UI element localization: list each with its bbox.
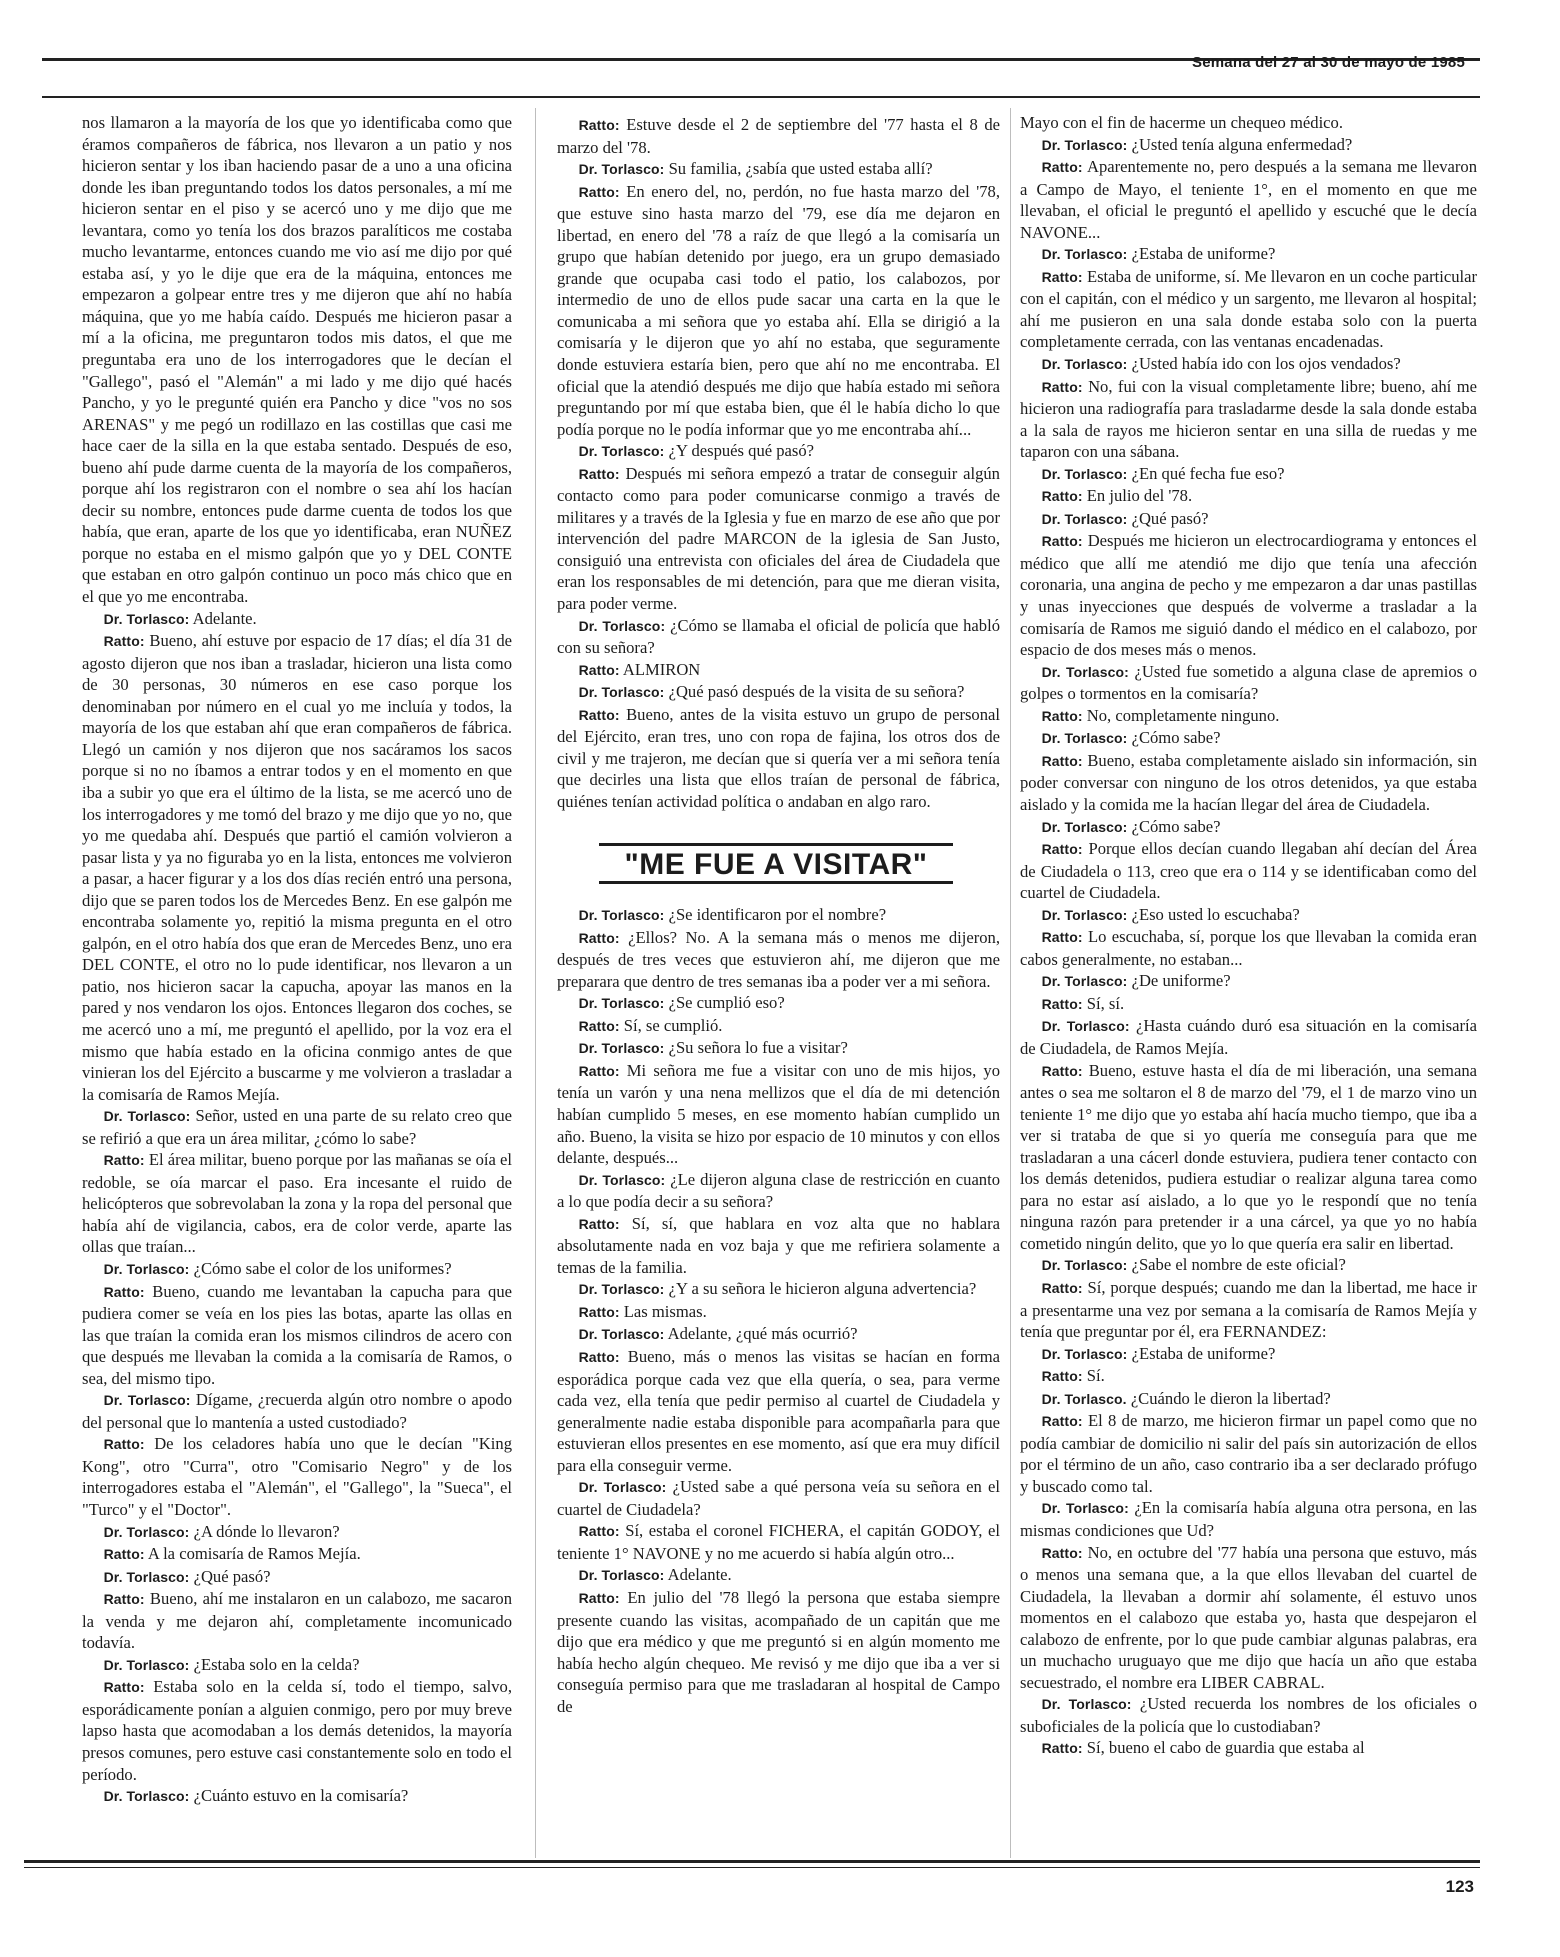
dialogue-paragraph: [1020, 1410, 1477, 1497]
paragraph-text: Mi señora me fue a visitar con uno de mis hijos, yo tenía un varón y una nena mellizos que el día de mi detención habían cumplido 5 meses, en ese momento habían cumplido un año. Bueno, la visita se hizo por espacio de 10 minutos y con ellos delante, después...: [557, 1060, 1001, 1168]
dialogue-paragraph: [557, 904, 1000, 927]
paragraph-text: Sí, sí, que hablara en voz alta que no hablara absolutamente nada en voz baja y que me refiriera solamente a temas de la familia.: [557, 1213, 1000, 1277]
column-2-part-a: [557, 114, 1000, 813]
paragraph-text: ¿Su señora lo fue a visitar?: [668, 1038, 848, 1058]
paragraph-text: Bueno, cuando me levantaban la capucha para que pudiera comer se veía en los pies las botas, aparte las ollas en las que traían la comida eran los mismos cilindros de acero con que después me llevaban la comida a la comisaría de Ramos, o sea, del mismo tipo.: [82, 1281, 512, 1388]
speaker-label: Ratto:: [1041, 841, 1083, 858]
dialogue-paragraph: [557, 1301, 1000, 1324]
dialogue-paragraph: [82, 1566, 512, 1589]
dialogue-paragraph: [82, 1521, 512, 1544]
speaker-label: Ratto:: [1041, 268, 1083, 285]
speaker-label: Ratto:: [103, 1546, 145, 1563]
speaker-label: Ratto:: [578, 1590, 620, 1606]
dialogue-paragraph: [557, 1323, 1000, 1346]
paragraph-text: ¿Eso usted lo escuchaba?: [1131, 904, 1300, 924]
dialogue-paragraph: [1020, 1388, 1477, 1411]
paragraph-text: ¿Estaba de uniforme?: [1131, 1343, 1276, 1363]
paragraph-text: Estaba de uniforme, sí. Me llevaron en un coche particular con el capitán, con el médico y un sargento, me llevaron al hospital; ahí me pusieron en una sala donde estaba solo con la puerta completamente cerrada, con las ventanas encadenadas.: [1020, 266, 1477, 352]
speaker-label: Dr. Torlasco:: [578, 1567, 665, 1584]
paragraph-text: nos llamaron a la mayoría de los que yo identificaba como que éramos compañeros de fábrica, nos llevaron a un patio y nos hicieron sentar y los iban haciendo pasar de a uno a una oficina donde les iban preguntando todos los datos personales, a mí me hicieron sentar en el piso y se acercó uno y me dijo que me levantara, como yo tenía los dos brazos paralíticos me costaba mucho levantarme, entonces cuando me vio así me dijo por qué estaba así, y yo le dije que era de la máquina, entonces me empezaron a golpear entre tres y me dijeron que ahí no había máquina, que yo me había caído. Después me hicieron pasar a mí a la oficina, me preguntaron todos mis datos, el que me preguntaba era uno de los interrogadores que le decían el "Gallego", pasó el "Alemán" a mi lado y me dijo qué hacés Pancho, y yo le pregunté quién era Pancho y dice "vos no sos ARENAS" y me pegó un rodillazo en las costillas que casi me hace caer de la silla en la que estaba sentado. Después de eso, bueno ahí pude darme cuenta de la mayoría de los compañeros, porque ahí los registraron con el nombre o sea ahí los hacían decir su nombre, entonces pude darme cuenta de todos los que había, que eran, aparte de los que yo identificaba, eran NUÑEZ porque no estaba en el mismo galpón que yo y DEL CONTE que estaban en otro galpón continuo un poco más chico que en el que yo me encontraba.: [82, 113, 512, 607]
paragraph-text: Lo escuchaba, sí, porque los que llevaban la comida eran cabos generalmente, no estaban...: [1020, 927, 1477, 969]
speaker-label: Ratto:: [578, 929, 620, 946]
dialogue-paragraph: [1020, 1254, 1477, 1277]
dialogue-paragraph: [557, 1015, 1000, 1038]
dialogue-paragraph: [557, 463, 1000, 615]
paragraph-text: ¿Usted había ido con los ojos vendados?: [1131, 354, 1401, 374]
paragraph-text: ¿Usted recuerda los nombres de los oficiales o suboficiales de la policía que lo custodiaban?: [1020, 1694, 1477, 1736]
paragraph-text: ¿Cuánto estuvo en la comisaría?: [193, 1786, 409, 1806]
dialogue-paragraph: [1020, 1015, 1477, 1059]
speaker-label: Dr. Torlasco:: [578, 161, 665, 178]
dialogue-paragraph: [82, 1258, 512, 1281]
header-rule-bottom: [42, 96, 1480, 98]
dialogue-paragraph: [82, 1676, 512, 1785]
paragraph-text: Las mismas.: [623, 1301, 707, 1321]
speaker-label: Dr. Torlasco:: [578, 684, 665, 701]
speaker-label: Dr. Torlasco:: [1041, 730, 1128, 747]
speaker-label: Dr. Torlasco:: [578, 995, 665, 1012]
dialogue-paragraph: [82, 1588, 512, 1654]
paragraph-text: ¿Cómo sabe?: [1131, 816, 1221, 836]
dialogue-paragraph: [1020, 1060, 1477, 1255]
paragraph-text: ¿Hasta cuándo duró esa situación en la comisaría de Ciudadela, de Ramos Mejía.: [1020, 1016, 1477, 1058]
paragraph-text: Bueno, ahí estuve por espacio de 17 días; el día 31 de agosto dijeron que nos iban a trasladar, hicieron una lista como de 30 personas, 30 números en ese caso porque los denominaban por número en el cual yo me incluía y todos, la mayoría de los que estaban ahí que eran compañeros de fábrica. Llegó un camión y nos dijeron que nos sacáramos los sacos porque si no no íbamos a entrar todos y en el momento en que iba a subir yo que era el último de la lista, se me acercó uno de los interrogadores y me tomó del brazo y me dijo que yo no, que yo me quedaba ahí. Después que partió el camión volvieron a pasar lista y ya no figuraba yo en la lista, entonces me volvieron a pasar, a hacer figurar y a los dos días recién entró una persona, dijo que se paren todos los de Mercedes Benz. En ese galpón me encontraba solamente yo, repitió la misma pregunta en el otro galpón, en el otro había dos que eran de Mercedes Benz, uno era DEL CONTE, el otro no lo pude identificar, nos llevaron a un patio, nos hicieron sacar la capucha, apoyar las manos en la pared y nos vendaron los ojos. Entonces llegaron dos coches, se me acercó uno a mí, me preguntó el apellido, por la voz era el mismo que había estado en la oficina conmigo antes de que vinieran los del Ejército a buscarme y me volvieron a trasladar a la comisaría de Ramos Mejía.: [82, 631, 512, 1104]
text-column-2: [557, 114, 1000, 1717]
paragraph-text: Adelante.: [192, 608, 257, 628]
paragraph-text: ¿Cómo sabe?: [1131, 728, 1221, 748]
speaker-label: Ratto:: [1041, 995, 1083, 1012]
speaker-label: Ratto:: [578, 1062, 620, 1079]
speaker-label: Dr. Torlasco:: [1041, 818, 1128, 835]
paragraph-text: Bueno, estuve hasta el día de mi liberación, una semana antes o sea me soltaron el 8 de marzo del '79, el 1 de marzo vino un teniente 1° me dijo que yo estaba ahí hacía mucho tiempo, que iba a ver si trataba de que si yo quería me conseguía para que me trasladaran a una cácerl donde estuviera, pudiera tener contacto con los demás detenidos, pudiera estudiar o realizar alguna tarea como para no estar así aislado, a lo que yo le respondí que no tenía ninguna razón para pretender ir a una cárcel, ya que yo no había cometido ningún delito, que yo lo que quería era salir en libertad.: [1020, 1060, 1477, 1253]
paragraph-text: Sí, se cumplió.: [623, 1015, 723, 1035]
paragraph-text: ¿Se identificaron por el nombre?: [668, 905, 887, 925]
speaker-label: Ratto:: [1041, 533, 1083, 550]
speaker-label: Dr. Torlasco:: [1041, 1018, 1130, 1035]
dialogue-paragraph: [557, 681, 1000, 704]
paragraph-text: Dígame, ¿recuerda algún otro nombre o apodo del personal que lo mantenía a usted custodiado?: [82, 1390, 512, 1432]
speaker-label: Ratto:: [1041, 929, 1083, 946]
column-divider-right: [1010, 108, 1011, 1858]
dialogue-paragraph: [1020, 266, 1477, 353]
speaker-label: Ratto:: [103, 1152, 145, 1169]
speaker-label: Dr. Torlasco:: [578, 443, 665, 460]
dialogue-paragraph: [1020, 376, 1477, 463]
speaker-label: Ratto:: [1041, 1368, 1083, 1385]
subheading: "ME FUE A VISITAR": [599, 843, 953, 885]
paragraph-text: En julio del '78 llegó la persona que estaba siempre presente cuando las visitas, acompañado de un capitán que me dijo que era médico y que me preguntó si en algún momento me había hecho algún chequeo. Me revisó y me dijo que iba a ver si conseguía permiso para que me trasladaran al hospital de Campo de: [557, 1588, 1000, 1716]
paragraph-text: Después me hicieron un electrocardiograma y entonces el médico que allí me atendió me dijo que tenía una afección coronaria, una angina de pecho y me empezaron a dar unas pastillas y unas inyecciones que después de volverme a trasladar a la comisaría de Ramos me siguió dando el médico en el calabozo, por espacio de dos meses más o menos.: [1020, 531, 1477, 660]
paragraph-text: Adelante, ¿qué más ocurrió?: [667, 1324, 858, 1344]
dialogue-paragraph: [82, 1389, 512, 1433]
speaker-label: Ratto:: [578, 661, 620, 678]
speaker-label: Dr. Torlasco:: [103, 1392, 191, 1409]
dialogue-paragraph: [557, 1476, 1000, 1520]
footer-rule-bottom: [24, 1867, 1480, 1868]
paragraph-text: Bueno, antes de la visita estuvo un grupo de personal del Ejército, eran tres, uno con ropa de fajina, los otros dos de civil y me trajeron, me decían que si quería ver a mi señora tenía que decirles una lista que ellos traían de personal de fábrica, quiénes tenían actividad política o andaban en algo raro.: [557, 704, 1001, 811]
speaker-label: Dr. Torlasco:: [1041, 1345, 1128, 1362]
dialogue-paragraph: [1020, 1343, 1477, 1366]
speaker-label: Dr. Torlasco:: [1041, 1257, 1128, 1274]
dialogue-paragraph: [1020, 904, 1477, 927]
dialogue-paragraph: [1020, 1277, 1477, 1343]
dialogue-paragraph: [557, 704, 1000, 813]
speaker-label: Ratto:: [578, 1348, 620, 1365]
speaker-label: Ratto:: [1041, 752, 1083, 769]
paragraph-text: Sí, estaba el coronel FICHERA, el capitán GODOY, el teniente 1° NAVONE y no me acuerdo si había algún otro...: [557, 1521, 1001, 1563]
paragraph-text: Estaba solo en la celda sí, todo el tiempo, salvo, esporádicamente ponían a alguien conmigo, pero por muy breve lapso hasta que acomodaban a los demás detenidos, la mayoría presos comunes, pero estuve casi constantemente solo en todo el período.: [82, 1677, 512, 1784]
paragraph-text: ¿Y a su señora le hicieron alguna advertencia?: [668, 1279, 977, 1299]
speaker-label: Dr. Torlasco:: [1041, 246, 1128, 263]
dialogue-paragraph: [82, 1281, 512, 1390]
dialogue-paragraph: [1020, 727, 1477, 750]
dialogue-paragraph: [557, 1060, 1000, 1169]
speaker-label: Dr. Torlasco:: [1041, 663, 1129, 680]
speaker-label: Ratto:: [1041, 159, 1083, 176]
paragraph-text: Bueno, más o menos las visitas se hacían en forma esporádica porque cada vez que ella quería, o sea, para verme cada vez, ella tenía que pedir permiso al cuartel de Ciudadela y generalmente nadie estaba disponible para acompañarla para que estuvieran ellos presentes en ese momento, así que era muy difícil para ella conseguir verme.: [557, 1346, 1001, 1475]
speaker-label: Ratto:: [578, 117, 620, 133]
paragraph-text: En enero del, no, perdón, no fue hasta marzo del '78, que estuve sino hasta marzo del '79, ese día me dejaron en libertad, en enero del '78 a raíz de que llegó a la comisaría un grupo que habían detenido por juego, era un grupo demasiado grande que ocupaba casi todo el patio, los calabozos, por intermedio de uno de ellos pude sacar una carta en la que le comunicaba a mi señora que yo estaba ahí. Ella se dirigió a la comisaría y le dijeron que yo ahí no estaba, que seguramente donde estuviera estaría bien, pero que ahí no me encontraba. El oficial que la atendió después me dijo que había estado mi señora preguntando por mí que estaba bien, que él le había dicho lo que podía porque no le podía informar que yo me encontraba ahí...: [557, 181, 1000, 439]
paragraph-text: ¿Usted sabe a qué persona veía su señora en el cuartel de Ciudadela?: [557, 1477, 1000, 1519]
paragraph-text: Después mi señora empezó a tratar de conseguir algún contacto como para poder comunicarse conmigo a través de militares y a través de la Iglesia y fue en marzo de ese año que por intervención del padre MARCON de la iglesia de San Justo, consiguió una entrevista con oficiales del área de Ciudadela que eran los responsables de mi detención, para que me dieran visita, para poder verme.: [557, 463, 1000, 614]
dialogue-paragraph: [1020, 156, 1477, 243]
paragraph-text: ¿Estaba solo en la celda?: [193, 1654, 360, 1674]
dialogue-paragraph: [1020, 705, 1477, 728]
dialogue-paragraph: [557, 992, 1000, 1015]
speaker-label: Dr. Torlasco.: [1041, 1390, 1127, 1407]
dialogue-paragraph: [1020, 485, 1477, 508]
paragraph-text: ¿Y después qué pasó?: [668, 441, 815, 461]
speaker-label: Ratto:: [578, 706, 620, 723]
paragraph-text: ¿Qué pasó?: [1131, 508, 1209, 528]
speaker-label: Ratto:: [1041, 1413, 1083, 1430]
dialogue-paragraph: [82, 1543, 512, 1566]
speaker-label: Ratto:: [1041, 707, 1083, 724]
speaker-label: Dr. Torlasco:: [103, 1523, 190, 1540]
dialogue-paragraph: [82, 1654, 512, 1677]
speaker-label: Ratto:: [103, 1679, 145, 1696]
dialogue-paragraph: [82, 1433, 512, 1520]
speaker-label: Dr. Torlasco:: [103, 1788, 190, 1805]
paragraph-text: Mayo con el fin de hacerme un chequeo médico.: [1020, 113, 1343, 132]
dialogue-paragraph: [557, 1587, 1000, 1717]
paragraph-text: Estuve desde el 2 de septiembre del '77 hasta el 8 de marzo del '78.: [557, 115, 1000, 157]
paragraph-text: Señor, usted en una parte de su relato creo que se refirió a que era un área militar, ¿cómo lo sabe?: [82, 1106, 513, 1148]
speaker-label: Ratto:: [1041, 378, 1083, 395]
dialogue-paragraph: [82, 630, 512, 1105]
paragraph-text: ¿A dónde lo llevaron?: [193, 1521, 340, 1541]
speaker-label: Ratto:: [103, 1436, 145, 1453]
speaker-label: Ratto:: [578, 1523, 620, 1540]
dialogue-paragraph: [557, 1520, 1000, 1564]
dialogue-paragraph: [1020, 530, 1477, 660]
paragraph-text: ¿Le dijeron alguna clase de restricción en cuanto a lo que podía decir a su señora?: [557, 1169, 1001, 1212]
dialogue-paragraph: [82, 1785, 512, 1808]
dialogue-paragraph: [1020, 750, 1477, 816]
speaker-label: Dr. Torlasco:: [578, 1171, 666, 1188]
speaker-label: Dr. Torlasco:: [103, 1108, 191, 1125]
speaker-label: Ratto:: [578, 1215, 620, 1232]
dialogue-paragraph: [1020, 134, 1477, 157]
paragraph-text: Sí.: [1086, 1366, 1105, 1386]
paragraph-text: ¿De uniforme?: [1131, 971, 1231, 991]
paragraph-text: Sí, sí.: [1086, 993, 1125, 1013]
dialogue-paragraph: [1020, 970, 1477, 993]
dialogue-paragraph: [557, 1564, 1000, 1587]
paragraph-text: Porque ellos decían cuando llegaban ahí decían del Área de Ciudadela o 113, creo que era o 114 y se identificaban como del cuartel de Ciudadela.: [1020, 839, 1477, 903]
dialogue-paragraph: [82, 608, 512, 631]
dialogue-paragraph: [1020, 993, 1477, 1016]
speaker-label: Dr. Torlasco:: [578, 1326, 665, 1343]
speaker-label: Ratto:: [103, 1591, 145, 1608]
paragraph-text: Adelante.: [667, 1565, 732, 1585]
paragraph-text: ¿Ellos? No. A la semana más o menos me dijeron, después de tres veces que estuvieron ahí, me dijeron que me preparara que dentro de tres semanas iba a poder ver a mi señora.: [557, 927, 1000, 991]
dialogue-paragraph: [1020, 243, 1477, 266]
paragraph-text: ¿En la comisaría había alguna otra persona, en las mismas condiciones que Ud?: [1020, 1498, 1477, 1540]
paragraph-text: ¿En qué fecha fue eso?: [1131, 463, 1285, 483]
text-column-1: [82, 112, 512, 1808]
paragraph-text: No, completamente ninguno.: [1086, 705, 1280, 725]
speaker-label: Ratto:: [103, 1283, 145, 1300]
dialogue-paragraph: [557, 440, 1000, 463]
speaker-label: Dr. Torlasco:: [103, 610, 190, 627]
speaker-label: Ratto:: [578, 1303, 620, 1320]
paragraph-text: ¿Cuándo le dieron la libertad?: [1130, 1388, 1331, 1408]
dialogue-paragraph: [557, 927, 1000, 993]
paragraph-text: ¿Qué pasó?: [193, 1566, 271, 1586]
dialogue-paragraph: [1020, 661, 1477, 705]
paragraph-text: El área militar, bueno porque por las mañanas se oía el redoble, se oía marcar el paso. Era incesante el ruido de helicópteros que sobrevolaban la zona y la ropa del personal que había ahí de vigilancia, cabos, era de color verde, aparte las ollas que traían...: [82, 1150, 512, 1257]
subheading-block: [557, 843, 1000, 885]
speaker-label: Ratto:: [1041, 1062, 1083, 1079]
dialogue-paragraph: [1020, 926, 1477, 970]
column-2-part-b: [557, 904, 1000, 1717]
paragraph-text: ¿Qué pasó después de la visita de su señora?: [668, 682, 965, 702]
paragraph-text: Bueno, estaba completamente aislado sin información, sin poder conversar con ninguno de los otros detenidos, ya que estaba aislado y la comida me la hacían llegar del área de Ciudadela.: [1020, 750, 1477, 814]
speaker-label: Ratto:: [578, 1017, 620, 1034]
speaker-label: Ratto:: [1041, 1279, 1083, 1296]
paragraph-text: No, fui con la visual completamente libre; bueno, ahí me hicieron una radiografía para trasladarme desde la sala donde estaba a la sala de rayos me hicieron sentar en una silla de ruedas y me taparon con una sábana.: [1020, 376, 1477, 462]
text-column-3: [1020, 112, 1477, 1760]
speaker-label: Ratto:: [103, 633, 145, 650]
page-number: 123: [1445, 1877, 1474, 1896]
column-divider-left: [535, 108, 536, 1858]
dialogue-paragraph: [82, 1105, 512, 1149]
speaker-label: Dr. Torlasco:: [578, 1479, 667, 1496]
speaker-label: Ratto:: [1041, 488, 1083, 505]
dialogue-paragraph: [557, 1278, 1000, 1301]
dialogue-paragraph: [1020, 816, 1477, 839]
speaker-label: Ratto:: [578, 183, 620, 200]
issue-date: Semana del 27 al 30 de mayo de 1985: [1192, 54, 1465, 71]
dialogue-paragraph: [1020, 838, 1477, 904]
speaker-label: Dr. Torlasco:: [1041, 136, 1128, 153]
dialogue-paragraph: [557, 615, 1000, 659]
paragraph-text: ¿Estaba de uniforme?: [1131, 244, 1276, 264]
dialogue-paragraph: [1020, 1693, 1477, 1737]
paragraph-text: No, en octubre del '77 había una persona que estuvo, más o menos una semana que, a la que ellos llevaban del cuartel de Ciudadela, la llevaban a dormir ahí solamente, él estuvo unos momentos en el calabozo que estaba yo, hasta que despejaron el calabozo de enfrente, por lo que pude cambiar algunas palabras, era un muchacho uruguayo que me dijo que hacía un año que estaba secuestrado, el nombre era LIBER CABRAL.: [1020, 1542, 1477, 1692]
paragraph-text: Bueno, ahí me instalaron en un calabozo, me sacaron la venda y me dejaron ahí, completamente incomunicado todavía.: [82, 1589, 512, 1653]
dialogue-paragraph: [557, 158, 1000, 181]
paragraph-text: ¿Cómo se llamaba el oficial de policía que habló con su señora?: [557, 615, 1000, 658]
speaker-label: Ratto:: [578, 465, 620, 482]
paragraph-text: Sí, porque después; cuando me dan la libertad, me hace ir a presentarme una vez por semana a la comisaría de Ramos Mejía y tenía que preguntar por él, era FERNANDEZ:: [1020, 1277, 1477, 1342]
speaker-label: Dr. Torlasco:: [578, 617, 666, 634]
speaker-label: Dr. Torlasco:: [1041, 465, 1128, 482]
paragraph-text: ¿Usted fue sometido a alguna clase de apremios o golpes o tormentos en la comisaría?: [1020, 661, 1478, 704]
speaker-label: Dr. Torlasco:: [1041, 906, 1128, 923]
speaker-label: Dr. Torlasco:: [1041, 1696, 1132, 1713]
dialogue-paragraph: [82, 1149, 512, 1258]
speaker-label: Dr. Torlasco:: [103, 1656, 190, 1673]
dialogue-paragraph: [557, 1346, 1000, 1476]
speaker-label: Ratto:: [1041, 1544, 1083, 1561]
paragraph-text: Sí, bueno el cabo de guardia que estaba al: [1086, 1738, 1365, 1758]
text-paragraph: [1020, 112, 1477, 134]
dialogue-paragraph: [557, 659, 1000, 682]
paragraph-text: ¿Cómo sabe el color de los uniformes?: [193, 1258, 452, 1278]
speaker-label: Dr. Torlasco:: [103, 1260, 190, 1277]
dialogue-paragraph: [557, 1037, 1000, 1060]
paragraph-text: ¿Usted tenía alguna enfermedad?: [1131, 134, 1353, 154]
dialogue-paragraph: [1020, 1365, 1477, 1388]
dialogue-paragraph: [1020, 508, 1477, 531]
paragraph-text: En julio del '78.: [1086, 486, 1193, 506]
dialogue-paragraph: [557, 114, 1000, 158]
speaker-label: Dr. Torlasco:: [1041, 973, 1128, 990]
paragraph-text: El 8 de marzo, me hicieron firmar un papel como que no podía cambiar de domicilio ni salir del país sin autorización de ellos por el término de un año, caso contrario iba a ser declarado prófugo y buscado como tal.: [1020, 1411, 1477, 1496]
speaker-label: Dr. Torlasco:: [103, 1568, 190, 1585]
paragraph-text: Aparentemente no, pero después a la semana me llevaron a Campo de Mayo, el teniente 1°, en el momento en que me llevaban, el oficial le preguntó el apellido y escuché que le decía NAVONE...: [1020, 157, 1477, 242]
paragraph-text: ¿Sabe el nombre de este oficial?: [1131, 1255, 1346, 1275]
dialogue-paragraph: [1020, 353, 1477, 376]
dialogue-paragraph: [557, 1213, 1000, 1279]
speaker-label: Ratto:: [1041, 1740, 1083, 1757]
paragraph-text: Su familia, ¿sabía que usted estaba allí?: [668, 159, 933, 179]
text-paragraph: [82, 112, 512, 608]
speaker-label: Dr. Torlasco:: [1041, 510, 1128, 527]
speaker-label: Dr. Torlasco:: [578, 1040, 665, 1057]
paragraph-text: De los celadores había uno que le decían "King Kong", otro "Curra", otro "Comisario Negro" y de los interrogadores estaba el "Alemán", el "Gallego", la "Sueca", el "Turco" y el "Doctor".: [82, 1434, 512, 1519]
footer-rule-top: [24, 1860, 1480, 1863]
paragraph-text: A la comisaría de Ramos Mejía.: [147, 1544, 361, 1564]
dialogue-paragraph: [557, 181, 1000, 441]
speaker-label: Dr. Torlasco:: [578, 907, 665, 924]
dialogue-paragraph: [1020, 1542, 1477, 1694]
paragraph-text: ¿Se cumplió eso?: [668, 993, 785, 1013]
speaker-label: Dr. Torlasco:: [1041, 1500, 1129, 1517]
speaker-label: Dr. Torlasco:: [1041, 356, 1128, 373]
paragraph-text: ALMIRON: [622, 659, 701, 679]
dialogue-paragraph: [1020, 1497, 1477, 1541]
dialogue-paragraph: [1020, 463, 1477, 486]
dialogue-paragraph: [557, 1169, 1000, 1213]
dialogue-paragraph: [1020, 1737, 1477, 1760]
speaker-label: Dr. Torlasco:: [578, 1281, 665, 1298]
